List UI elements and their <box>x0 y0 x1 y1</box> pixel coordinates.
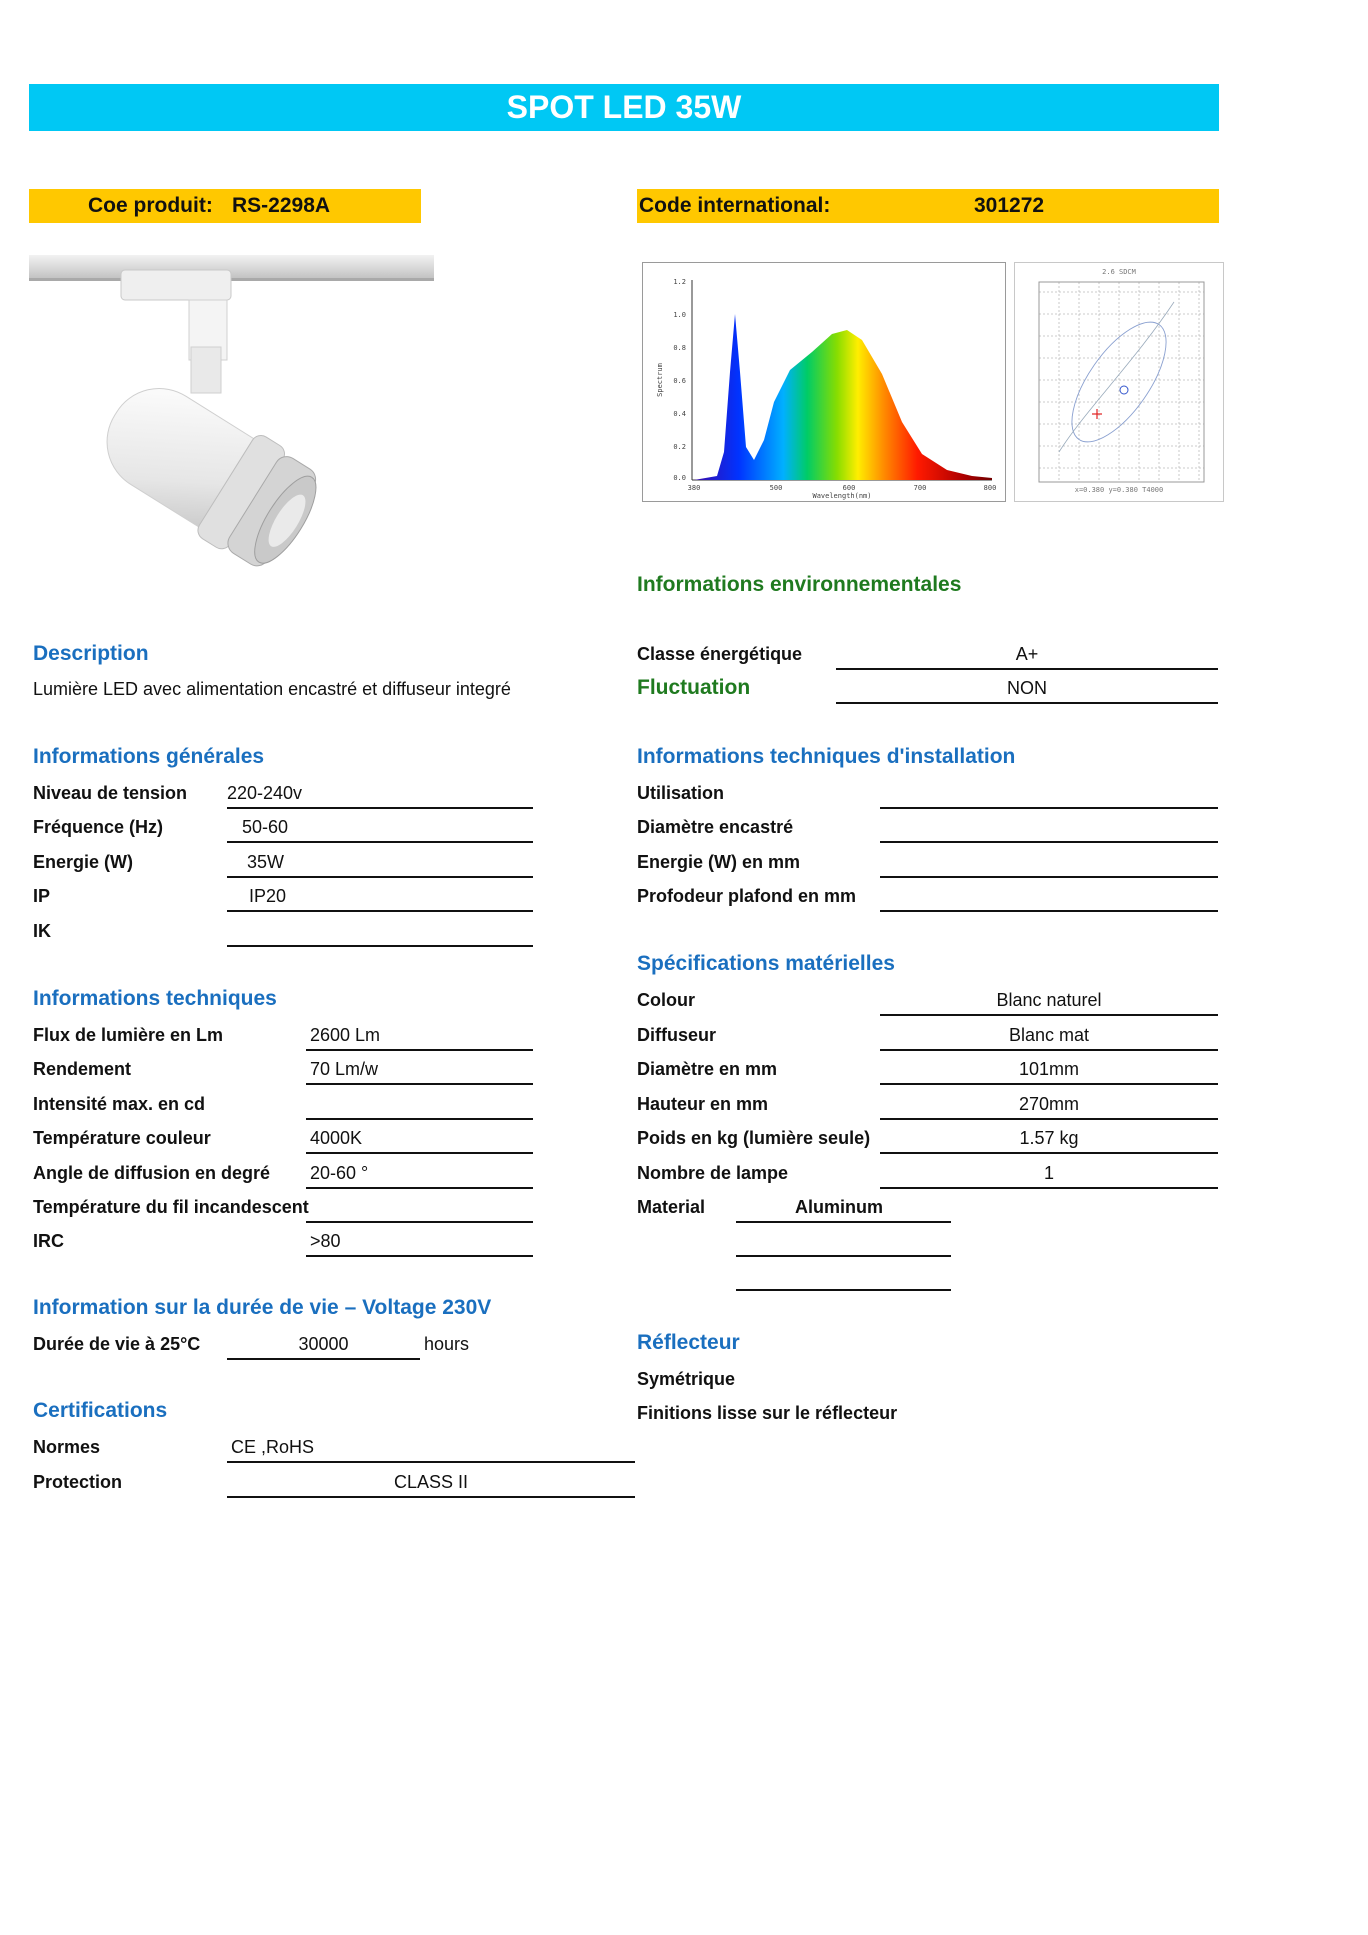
technical-value: >80 <box>310 1231 341 1251</box>
product-code-bar <box>29 189 421 223</box>
x-tick: 700 <box>913 484 927 492</box>
y-tick: 0.6 <box>673 377 686 385</box>
technical-value: 2600 Lm <box>310 1025 381 1045</box>
spectrum-chart <box>642 262 1006 502</box>
material-label: Hauteur en mm <box>637 1094 769 1114</box>
reflector-line1: Symétrique <box>637 1369 736 1389</box>
material-value: 270mm <box>1018 1094 1080 1114</box>
y-tick: 1.0 <box>673 311 686 319</box>
description-heading: Description <box>33 642 149 665</box>
intl-code-value: 301272 <box>974 194 1045 217</box>
technical-label: Angle de diffusion en degré <box>33 1163 271 1183</box>
lifetime-label: Durée de vie à 25°C <box>33 1334 201 1354</box>
technical-underline <box>306 1049 533 1051</box>
material-label: Colour <box>637 990 695 1010</box>
technical-value: 70 Lm/w <box>310 1059 379 1079</box>
intl-code-label: Code international: <box>639 194 831 217</box>
y-tick: 0.8 <box>673 344 686 352</box>
material-underline <box>880 1083 1218 1085</box>
y-tick: 0.4 <box>673 410 686 418</box>
intl-code-bar <box>637 189 1219 223</box>
general-value: 220-240v <box>227 783 303 803</box>
description-text: Lumière LED avec alimentation encastré et diffuseur integré <box>33 679 511 699</box>
cie-footer: x=0.380 y=0.380 T4000 <box>1074 486 1164 494</box>
y-axis-label: Spectrum <box>656 363 664 397</box>
technical-underline <box>306 1221 533 1223</box>
fluctuation-underline <box>836 702 1218 704</box>
material-underline <box>880 1118 1218 1120</box>
general-underline <box>227 945 533 947</box>
material-value: 101mm <box>1018 1059 1080 1079</box>
general-value: 35W <box>247 852 285 872</box>
general-label: IK <box>33 921 51 941</box>
general-label: Fréquence (Hz) <box>33 817 164 837</box>
install-underline <box>880 807 1218 809</box>
product-code-value: RS-2298A <box>232 194 331 217</box>
material-value: Blanc mat <box>1008 1025 1090 1045</box>
install-underline <box>880 910 1218 912</box>
technical-label: IRC <box>33 1231 64 1251</box>
material-underline <box>736 1255 951 1257</box>
material-value: Blanc naturel <box>996 990 1102 1010</box>
install-label: Energie (W) en mm <box>637 852 801 872</box>
general-underline <box>227 807 533 809</box>
general-label: Niveau de tension <box>33 783 188 803</box>
material-underline <box>736 1221 951 1223</box>
x-tick: 380 <box>687 484 701 492</box>
material-heading: Spécifications matérielles <box>637 952 895 975</box>
lifetime-heading: Information sur la durée de vie – Voltage 230V <box>33 1296 492 1319</box>
y-tick: 0.2 <box>673 443 686 451</box>
material-value: 1 <box>1043 1163 1054 1183</box>
technical-heading: Informations techniques <box>33 987 277 1010</box>
technical-label: Température couleur <box>33 1128 211 1148</box>
material-underline <box>880 1187 1218 1189</box>
install-label: Diamètre encastré <box>637 817 794 837</box>
install-underline <box>880 841 1218 843</box>
cert-value: CE ,RoHS <box>231 1437 315 1457</box>
energy-class-value: A+ <box>1015 644 1039 664</box>
material-type-label: Material <box>637 1197 706 1217</box>
material-underline <box>880 1014 1218 1016</box>
general-label: IP <box>33 886 51 906</box>
technical-underline <box>306 1152 533 1154</box>
fluctuation-label: Fluctuation <box>637 676 751 699</box>
fluctuation-value: NON <box>1007 678 1047 698</box>
technical-underline <box>306 1255 533 1257</box>
general-heading: Informations générales <box>33 745 265 768</box>
technical-underline <box>306 1118 533 1120</box>
general-underline <box>227 910 533 912</box>
technical-label: Rendement <box>33 1059 132 1079</box>
y-tick: 0.0 <box>673 474 686 482</box>
general-value: 50-60 <box>242 817 289 837</box>
title-bar <box>29 84 1219 131</box>
material-value: 1.57 kg <box>1019 1128 1079 1148</box>
x-axis-label: Wavelength(nm) <box>812 492 872 500</box>
lifetime-underline <box>227 1358 420 1360</box>
material-underline <box>736 1289 951 1291</box>
y-tick: 1.2 <box>673 278 686 286</box>
lifetime-unit: hours <box>424 1334 470 1354</box>
technical-underline <box>306 1083 533 1085</box>
cert-underline <box>227 1496 635 1498</box>
cie-title: 2.6 SDCM <box>1102 268 1136 276</box>
cert-underline <box>227 1461 635 1463</box>
cert-label: Protection <box>33 1472 123 1492</box>
reflector-heading: Réflecteur <box>637 1331 740 1354</box>
cert-label: Normes <box>33 1437 101 1457</box>
material-label: Diffuseur <box>637 1025 717 1045</box>
technical-label: Intensité max. en cd <box>33 1094 206 1114</box>
material-type-value: Aluminum <box>795 1197 883 1217</box>
general-label: Energie (W) <box>33 852 134 872</box>
x-tick: 600 <box>842 484 856 492</box>
x-tick: 500 <box>769 484 783 492</box>
technical-value: 4000K <box>310 1128 363 1148</box>
lifetime-value: 30000 <box>298 1334 349 1354</box>
certifications-heading: Certifications <box>33 1399 168 1422</box>
energy-class-label: Classe énergétique <box>637 644 803 664</box>
energy-class-underline <box>836 668 1218 670</box>
reflector-line2: Finitions lisse sur le réflecteur <box>637 1403 898 1423</box>
material-label: Poids en kg (lumière seule) <box>637 1128 871 1148</box>
x-tick: 800 <box>983 484 997 492</box>
cie-chart <box>1014 262 1224 502</box>
material-underline <box>880 1152 1218 1154</box>
general-value: IP20 <box>249 886 287 906</box>
general-underline <box>227 876 533 878</box>
product-code-label: Coe produit: <box>88 194 213 217</box>
install-label: Utilisation <box>637 783 725 803</box>
env-heading: Informations environnementales <box>637 573 962 596</box>
page-title: SPOT LED 35W <box>506 89 742 125</box>
install-underline <box>880 876 1218 878</box>
material-label: Nombre de lampe <box>637 1163 789 1183</box>
cert-value: CLASS II <box>393 1472 469 1492</box>
material-label: Diamètre en mm <box>637 1059 778 1079</box>
product-image <box>29 252 434 582</box>
technical-underline <box>306 1187 533 1189</box>
technical-label: Température du fil incandescent <box>33 1197 309 1217</box>
technical-value: 20-60 ° <box>310 1163 369 1183</box>
general-underline <box>227 841 533 843</box>
technical-label: Flux de lumière en Lm <box>33 1025 224 1045</box>
install-label: Profodeur plafond en mm <box>637 886 857 906</box>
material-underline <box>880 1049 1218 1051</box>
install-heading: Informations techniques d'installation <box>637 745 1016 768</box>
